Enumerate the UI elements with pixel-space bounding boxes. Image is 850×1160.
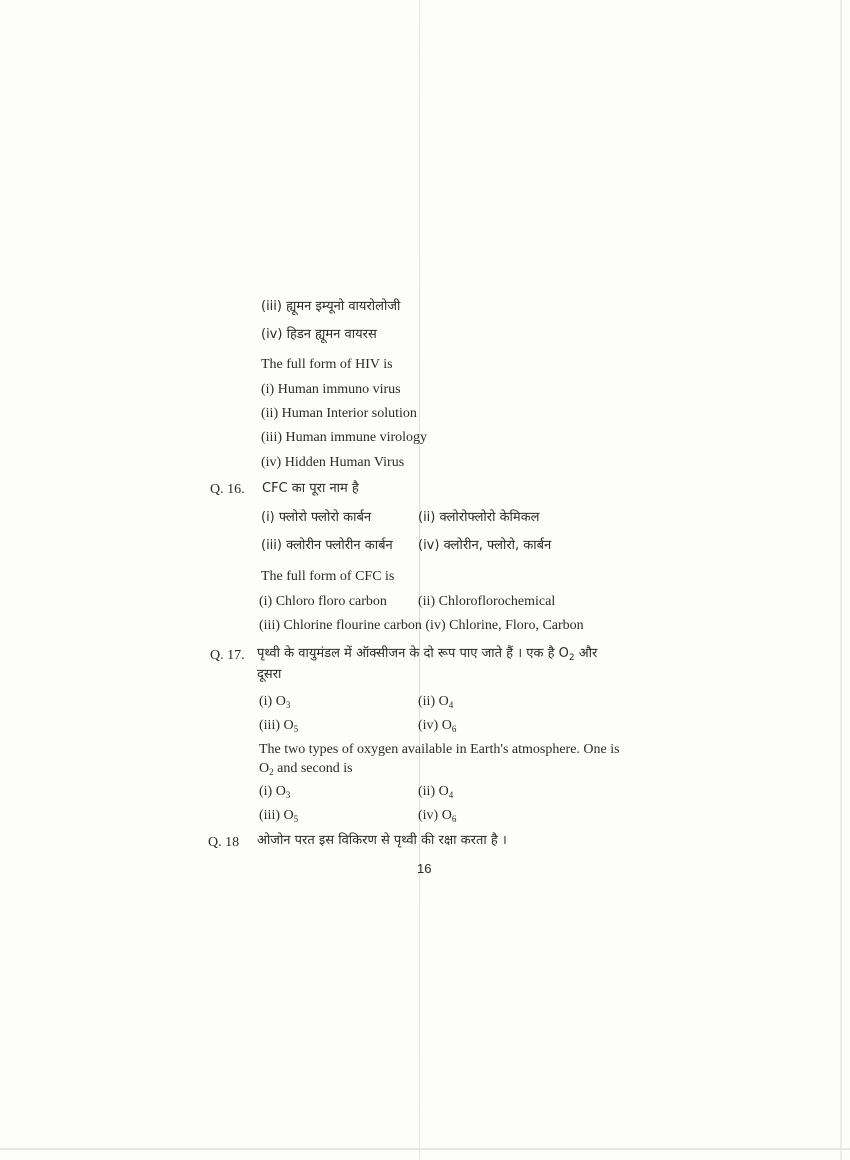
q17-en-option-4 — [418, 807, 456, 828]
q17-hi-stem-subscript: 2 — [568, 653, 575, 663]
option-subscript: 5 — [293, 814, 299, 824]
option-label: (ii) O — [418, 784, 449, 799]
q16-number: Q. 16. — [210, 482, 245, 497]
option-subscript: 6 — [451, 724, 457, 734]
q16-hi-option-2: (ii) क्लोरोफ्लोरो केमिकल — [418, 510, 540, 525]
q17-number: Q. 17. — [210, 648, 245, 663]
q15-hi-option-3: (iii) ह्यूमन इम्यूनो वायरोलोजी — [261, 299, 401, 314]
q17-hi-stem-text-end: और — [574, 646, 598, 661]
option-label: (iii) O — [259, 718, 294, 733]
q17-en-stem-rest: and second is — [273, 761, 353, 776]
q15-en-option-3: (iii) Human immune virology — [261, 430, 428, 445]
option-label: (iii) O — [259, 808, 294, 823]
q16-hi-stem: CFC का पूरा नाम है — [262, 481, 359, 496]
q15-hi-option-4: (iv) हिडन ह्यूमन वायरस — [261, 327, 377, 342]
q17-en-stem-o: O — [259, 761, 270, 776]
q17-hi-stem — [257, 645, 597, 667]
q15-en-stem: The full form of HIV is — [261, 357, 393, 372]
option-subscript: 3 — [285, 700, 291, 710]
q17-hi-stem-line-2: दूसरा — [257, 667, 282, 682]
option-subscript: 3 — [285, 790, 291, 800]
option-label: (i) O — [259, 784, 286, 799]
q17-hi-option-4 — [418, 717, 456, 738]
q16-en-option-1: (i) Chloro floro carbon — [259, 594, 387, 609]
option-subscript: 4 — [448, 700, 454, 710]
option-label: (iv) O — [418, 718, 452, 733]
q15-en-option-1: (i) Human immuno virus — [261, 382, 401, 397]
q16-hi-option-4: (iv) क्लोरीन, फ्लोरो, कार्बन — [418, 538, 552, 553]
q18-hi-stem: ओजोन परत इस विकिरण से पृथ्वी की रक्षा करता है । — [257, 833, 507, 848]
option-label: (i) O — [259, 694, 286, 709]
q17-hi-option-2 — [418, 693, 453, 714]
q15-en-option-4: (iv) Hidden Human Virus — [261, 455, 405, 470]
q17-en-option-2 — [418, 783, 453, 804]
q17-en-option-3 — [259, 807, 298, 828]
q17-en-stem-subscript: 2 — [269, 767, 274, 777]
option-label: (iv) O — [418, 808, 452, 823]
q16-hi-option-1: (i) फ्लोरो फ्लोरो कार्बन — [261, 510, 372, 525]
option-label: (ii) O — [418, 694, 449, 709]
option-subscript: 4 — [448, 790, 454, 800]
q17-hi-option-3 — [259, 717, 298, 738]
page-fold-line — [419, 0, 420, 1160]
page-edge — [840, 0, 842, 1160]
q15-en-option-2: (ii) Human Interior solution — [261, 406, 417, 421]
q16-en-stem: The full form of CFC is — [261, 569, 395, 584]
q16-en-options-3-4: (iii) Chlorine flourine carbon (iv) Chlorine, Floro, Carbon — [259, 618, 584, 633]
option-subscript: 6 — [451, 814, 457, 824]
q17-hi-option-1 — [259, 693, 290, 714]
page-number: 16 — [417, 861, 432, 876]
option-subscript: 5 — [293, 724, 299, 734]
q17-en-stem: The two types of oxygen available in Earth's atmosphere. One is — [259, 742, 620, 757]
q18-number: Q. 18 — [208, 835, 240, 850]
q17-en-stem-line-2 — [259, 760, 353, 781]
q17-en-option-1 — [259, 783, 290, 804]
page-edge — [0, 1148, 850, 1150]
q16-en-option-2: (ii) Chloroflorochemical — [418, 594, 556, 609]
q17-hi-stem-text: पृथ्वी के वायुमंडल में ऑक्सीजन के दो रूप पाए जाते हैं । एक है O — [257, 646, 569, 661]
q16-hi-option-3: (iii) क्लोरीन फ्लोरीन कार्बन — [261, 538, 393, 553]
